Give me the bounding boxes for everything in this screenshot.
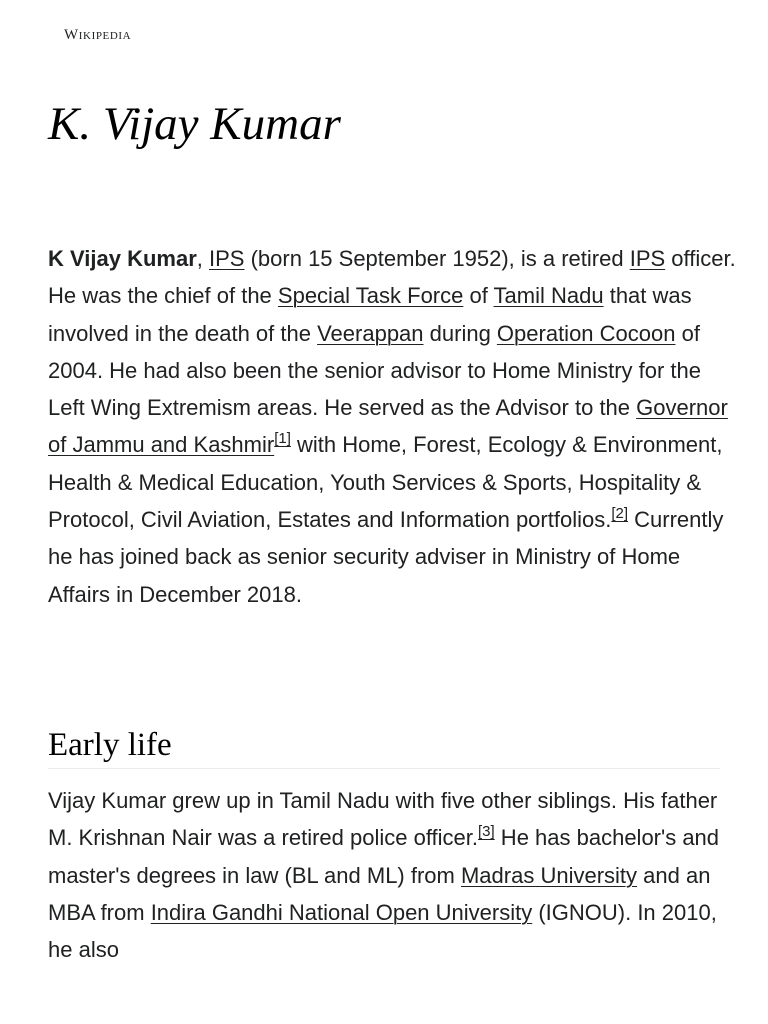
- link-governor-jammu-kashmir[interactable]: Governor of Jammu and Kashmir: [48, 395, 728, 458]
- link-ips-officer[interactable]: IPS: [629, 246, 666, 271]
- link-special-task-force[interactable]: Special Task Force: [277, 283, 464, 309]
- reference-2[interactable]: [2]: [611, 505, 629, 523]
- page-title: K. Vijay Kumar: [48, 98, 341, 150]
- text-run: (IGNOU). In 2010, he also: [48, 899, 717, 963]
- text-run: officer. He was the chief of the: [48, 246, 736, 309]
- text-run: ,: [196, 246, 210, 271]
- text-run: with Home, Forest, Ecology & Environment, Health & Medical Education, Youth Services & Sports, Hospitality & Protocol, Civil Aviation, Estates and Information portfolios.: [48, 432, 723, 533]
- subject-name: K Vijay Kumar: [48, 246, 197, 271]
- link-tamil-nadu[interactable]: Tamil Nadu: [493, 283, 604, 309]
- text-run: He has bachelor's and master's degrees in law (BL and ML) from: [48, 825, 720, 888]
- link-ignou[interactable]: Indira Gandhi National Open University: [150, 899, 533, 925]
- intro-paragraph: [48, 240, 738, 613]
- reference-1[interactable]: [1]: [274, 430, 291, 448]
- text-run: Currently he has joined back as senior security adviser in Ministry of Home Affairs in December 2018.: [48, 507, 724, 607]
- link-operation-cocoon[interactable]: Operation Cocoon: [496, 320, 676, 346]
- text-run: Vijay Kumar grew up in Tamil Nadu with five other siblings. His father M. Krishnan Nair was a retired police officer.: [48, 788, 718, 851]
- link-veerappan[interactable]: Veerappan: [317, 320, 424, 346]
- text-run: during: [423, 320, 497, 346]
- wikipedia-wordmark[interactable]: Wikipedia: [64, 27, 132, 43]
- link-ips[interactable]: IPS: [209, 246, 245, 271]
- reference-3[interactable]: [3]: [478, 823, 495, 841]
- text-run: that was involved in the death of the: [48, 283, 692, 346]
- text-run: (born 15 September 1952), is a retired: [244, 246, 630, 271]
- link-madras-university[interactable]: Madras University: [460, 862, 638, 888]
- text-run: and an MBA from: [48, 862, 711, 925]
- text-run: of 2004. He had also been the senior advisor to Home Ministry for the Left Wing Extremism areas. He served as the Advisor to the: [48, 320, 702, 421]
- early-life-paragraph: [48, 782, 738, 968]
- text-run: of: [463, 283, 494, 309]
- section-heading-early-life[interactable]: Early life: [48, 722, 720, 769]
